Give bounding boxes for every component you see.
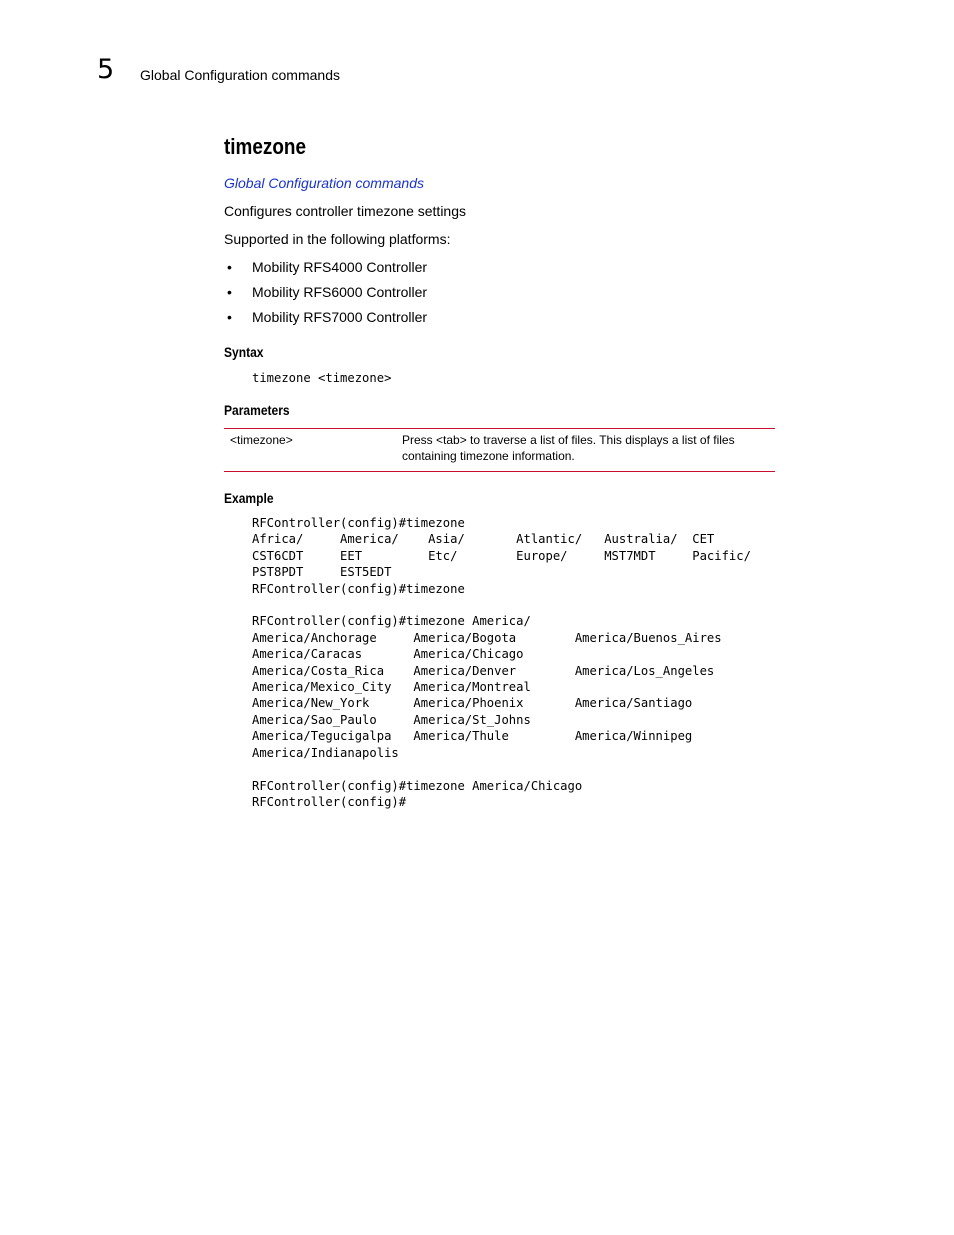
platforms-intro: Supported in the following platforms: [224, 231, 451, 247]
bullet-icon: • [227, 309, 232, 325]
syntax-heading: Syntax [224, 344, 264, 360]
chapter-number: 5 [97, 54, 115, 85]
platform-label: Mobility RFS4000 Controller [252, 259, 428, 275]
parameters-table [224, 428, 775, 472]
platform-list [224, 259, 427, 334]
bullet-icon: • [227, 284, 232, 300]
chapter-title: Global Configuration commands [140, 67, 340, 83]
param-name: <timezone> [224, 429, 396, 472]
param-description: Press <tab> to traverse a list of files. This displays a list of files containing timezone information. [396, 429, 775, 472]
example-code: RFController(config)#timezone Africa/ America/ Asia/ Atlantic/ Australia/ CET CST6CDT EET Etc/ Europe/ MST7MDT Pacific/ PST8PDT EST5EDT RFController(config)#timezone RFController(config)#timezone America/ America/Anchorage America/Bogota America/Buenos_Aires America/Caracas America/Chicago America/Costa_Rica America/Denver America/Los_Angeles America/Mexico_City America/Montreal America/New_York America/Phoenix America/Santiago America/Sao_Paulo America/St_Johns America/Tegucigalpa America/Thule America/Winnipeg America/Indianapolis RFController(config)#timezone America/Chicago RFController(config)# [252, 516, 751, 809]
list-item [224, 259, 427, 284]
list-item [224, 309, 427, 334]
global-config-commands-link[interactable]: Global Configuration commands [224, 175, 424, 191]
description: Configures controller timezone settings [224, 203, 467, 219]
parameters-heading: Parameters [224, 402, 290, 418]
platform-label: Mobility RFS6000 Controller [252, 284, 428, 300]
example-heading: Example [224, 490, 274, 506]
page-title: timezone [224, 134, 307, 159]
bullet-icon: • [227, 259, 232, 275]
platform-label: Mobility RFS7000 Controller [252, 309, 428, 325]
list-item [224, 284, 427, 309]
syntax-code: timezone <timezone> [252, 371, 392, 385]
table-row [224, 429, 775, 472]
